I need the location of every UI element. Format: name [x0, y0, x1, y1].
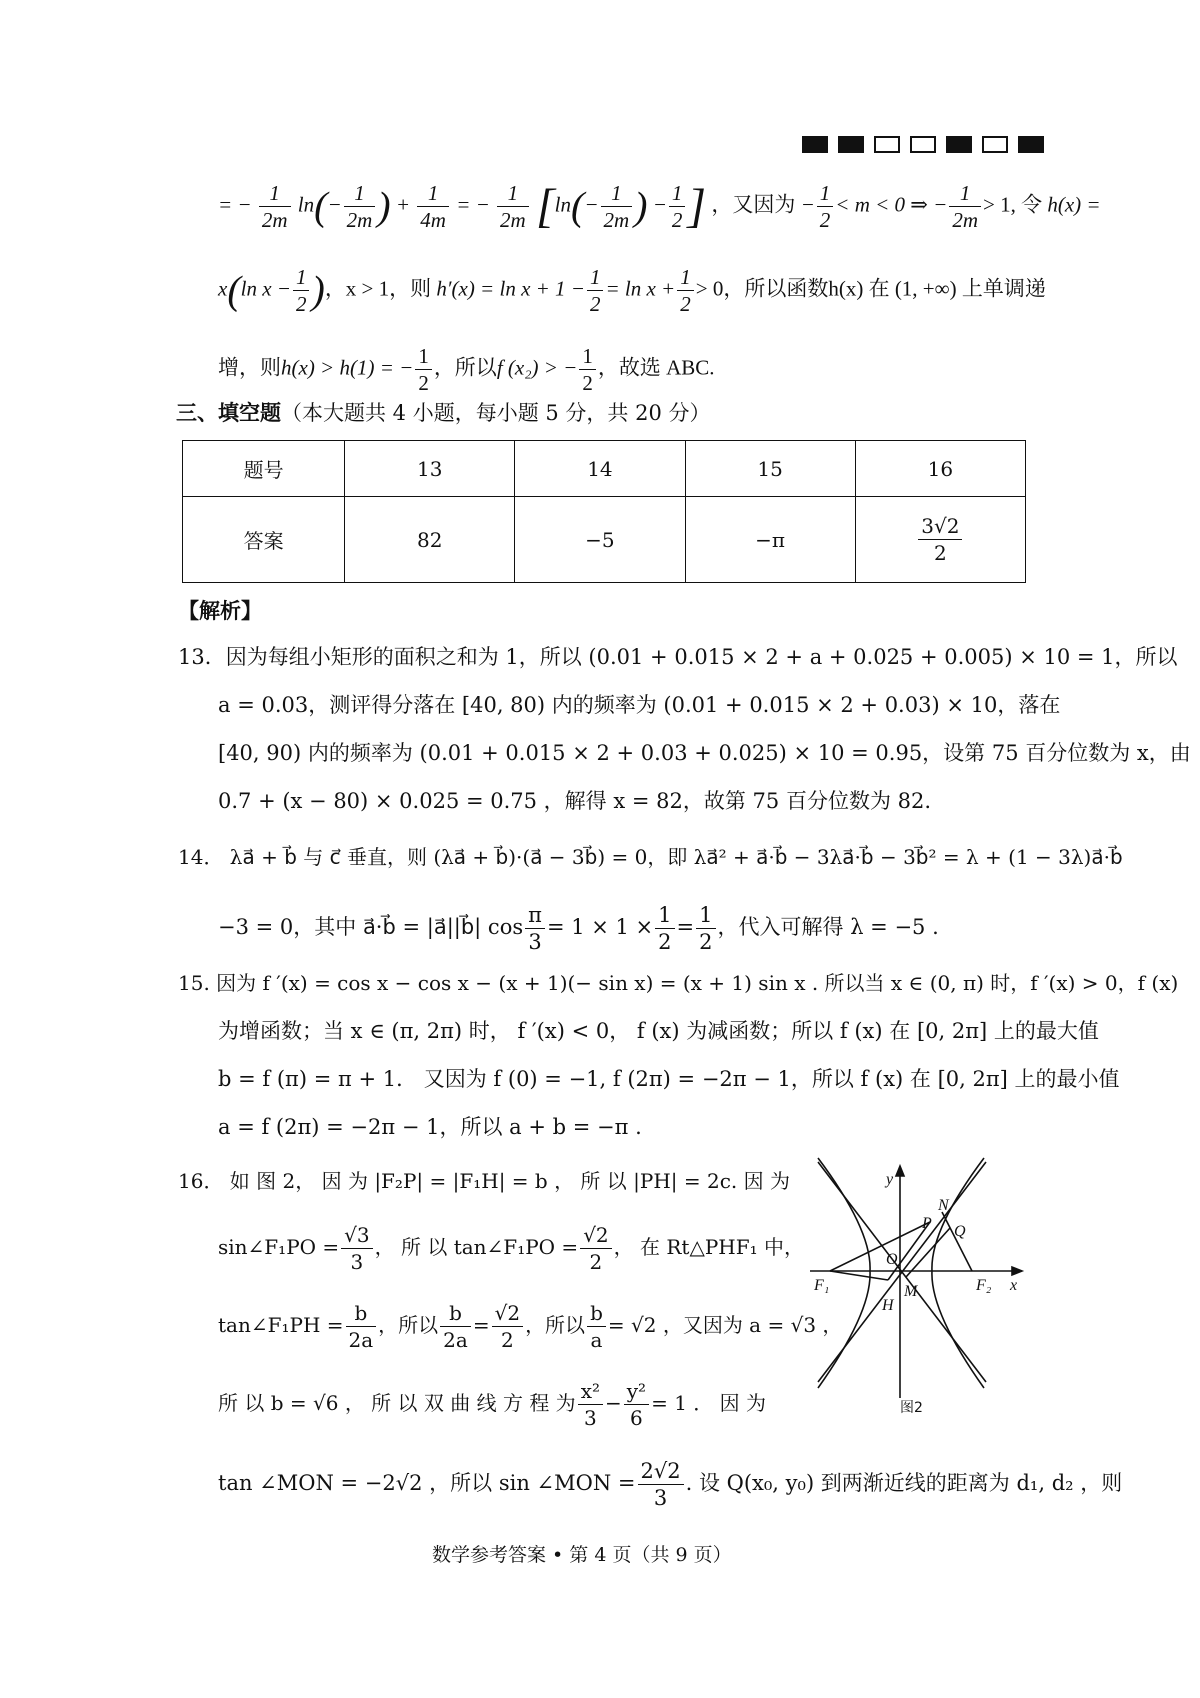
table-row	[183, 497, 1026, 583]
label-y: y	[886, 1171, 894, 1188]
segment-f1-p	[830, 1222, 930, 1271]
prev-line-1: = − $\frac{1}{2m}$ ln(− $\frac{1}{2m}$ ) + $\frac{1}{4m}$ = − $\frac{1}{2m}$ [ln(− $\frac{1}{2m}$ ) − $\frac{1}{2}$ ] ，又因为 − $\frac{1}{2}$ < m < 0 ⇒ − $\frac{1}{2m}$ > 1, 令 h(x) =	[218, 179, 1101, 233]
label-q: Q	[954, 1223, 966, 1240]
q15-line-3: b = f (π) = π + 1． 又因为 f (0) = −1, f (2π) = −2π − 1，所以 f (x) 在 [0, 2π] 上的最小值	[218, 1067, 1120, 1091]
table-cell: 14	[515, 441, 685, 497]
label-h: H	[882, 1297, 894, 1314]
table-row	[183, 441, 1026, 497]
table-cell: −5	[515, 497, 685, 583]
q13-line-3: [40, 90) 内的频率为 (0.01 + 0.015 × 2 + 0.03 + 0.025) × 10 = 0.95，设第 75 百分位数为 x，由	[218, 741, 1191, 765]
table-cell: $\frac{3√2}{2}$	[855, 497, 1025, 583]
segment-q-m	[906, 1228, 950, 1277]
header-marks	[802, 136, 1054, 157]
q14-line-1: 14． λa⃗ + b⃗ 与 c⃗ 垂直，则 (λa⃗ + b⃗)·(a⃗ − 3b⃗) = 0，即 λa⃗² + a⃗·b⃗ − 3λa⃗·b⃗ − 3b⃗² = λ + (1 − 3λ)a⃗·b⃗	[178, 845, 1123, 869]
q16-line-1: 16． 如 图 2， 因 为 |F₂P| = |F₁H| = b ， 所 以 |PH| = 2c. 因 为	[178, 1169, 790, 1193]
q13-line-2: a = 0.03，测评得分落在 [40, 80) 内的频率为 (0.01 + 0.015 × 2 + 0.03) × 10，落在	[218, 693, 1061, 717]
q16-line-5: tan ∠MON = −2√2 ，所以 sin ∠MON = $\frac{2√2}{3}$ . 设 Q(x₀, y₀) 到两渐近线的距离为 d₁, d₂ ，则	[218, 1459, 1123, 1510]
mark-square	[910, 136, 936, 153]
q16-line-3: tan∠F₁PH = $\frac{b}{2a}$ ，所以 $\frac{b}{2a}$ = $\frac{√2}{2}$ ，所以 $\frac{b}{a}$ = √2 ，又因为 a = √3 ，	[218, 1301, 843, 1352]
mark-square	[802, 136, 828, 153]
label-m: M	[904, 1283, 918, 1300]
section-heading: 三、填空题（本大题共 4 小题，每小题 5 分，共 20 分）	[176, 401, 711, 425]
q13-line-1: 13．因为每组小矩形的面积之和为 1，所以 (0.01 + 0.015 × 2 + a + 0.025 + 0.005) × 10 = 1，所以	[178, 645, 1178, 669]
segment-f1-h	[830, 1271, 888, 1280]
mark-square	[874, 136, 900, 153]
q16-line-2: sin∠F₁PO = $\frac{√3}{3}$ ， 所 以 tan∠F₁PO = $\frac{√2}{2}$ ， 在 Rt△PHF₁ 中，	[218, 1223, 804, 1274]
q15-line-4: a = f (2π) = −2π − 1，所以 a + b = −π .	[218, 1115, 642, 1139]
segment-n-f2	[942, 1212, 972, 1271]
prev-line-2: x(ln x − $\frac{1}{2}$ )，x > 1，则 h′(x) = ln x + 1 − $\frac{1}{2}$ = ln x + $\frac{1}{2}$ > 0，所以函数h(x) 在 (1, +∞) 上单调递	[218, 265, 1046, 316]
table-cell: 题号	[183, 441, 345, 497]
label-p: P	[922, 1215, 932, 1232]
figure-caption: 图2	[900, 1400, 923, 1416]
mark-square	[1018, 136, 1044, 153]
x-axis-arrow-icon	[1012, 1267, 1022, 1275]
q15-line-2: 为增函数；当 x ∈ (π, 2π) 时， f ′(x) < 0， f (x) 为减函数；所以 f (x) 在 [0, 2π] 上的最大值	[218, 1019, 1099, 1043]
mark-square	[982, 136, 1008, 153]
label-f2: F₂	[976, 1277, 992, 1294]
y-axis-arrow-icon	[896, 1166, 904, 1176]
table-cell: 16	[855, 441, 1025, 497]
q14-line-2: −3 = 0，其中 a⃗·b⃗ = |a⃗||b⃗| cos $\frac{\pi}{3}$ = 1 × 1 × $\frac{1}{2}$ = $\frac{1}{2}$ ，代入可解得 λ = −5 .	[218, 903, 939, 954]
table-cell: 15	[685, 441, 855, 497]
q13-line-4: 0.7 + (x − 80) × 0.025 = 0.75 ，解得 x = 82，故第 75 百分位数为 82.	[218, 789, 932, 813]
answer-table	[182, 440, 1026, 583]
table-cell: 答案	[183, 497, 345, 583]
right-branch	[932, 1158, 984, 1388]
q16-line-4: 所 以 b = √6 ， 所 以 双 曲 线 方 程 为 $\frac{\text{x²}}{3}$ − $\frac{\text{y²}}{6}$ = 1 ． 因 为	[218, 1379, 766, 1430]
mark-square	[838, 136, 864, 153]
label-o: O	[886, 1251, 898, 1268]
hyperbola-figure	[800, 1150, 1030, 1420]
label-x: x	[1010, 1277, 1018, 1294]
analysis-title: 【解析】	[178, 599, 262, 623]
label-n: N	[938, 1197, 949, 1214]
table-cell: 13	[345, 441, 515, 497]
label-f1: F₁	[814, 1277, 830, 1294]
prev-line-3: 增，则h(x) > h(1) = − $\frac{1}{2}$ ，所以f (x₂) > − $\frac{1}{2}$ ，故选 ABC.	[218, 344, 715, 395]
mark-square	[946, 136, 972, 153]
q15-line-1: 15. 因为 f ′(x) = cos x − cos x − (x + 1)(− sin x) = (x + 1) sin x . 所以当 x ∈ (0, π) 时，f ′(x) > 0，f (x)	[178, 971, 1179, 995]
page-footer: 数学参考答案 • 第 4 页（共 9 页）	[432, 1544, 732, 1566]
table-cell: 82	[345, 497, 515, 583]
table-cell: −π	[685, 497, 855, 583]
